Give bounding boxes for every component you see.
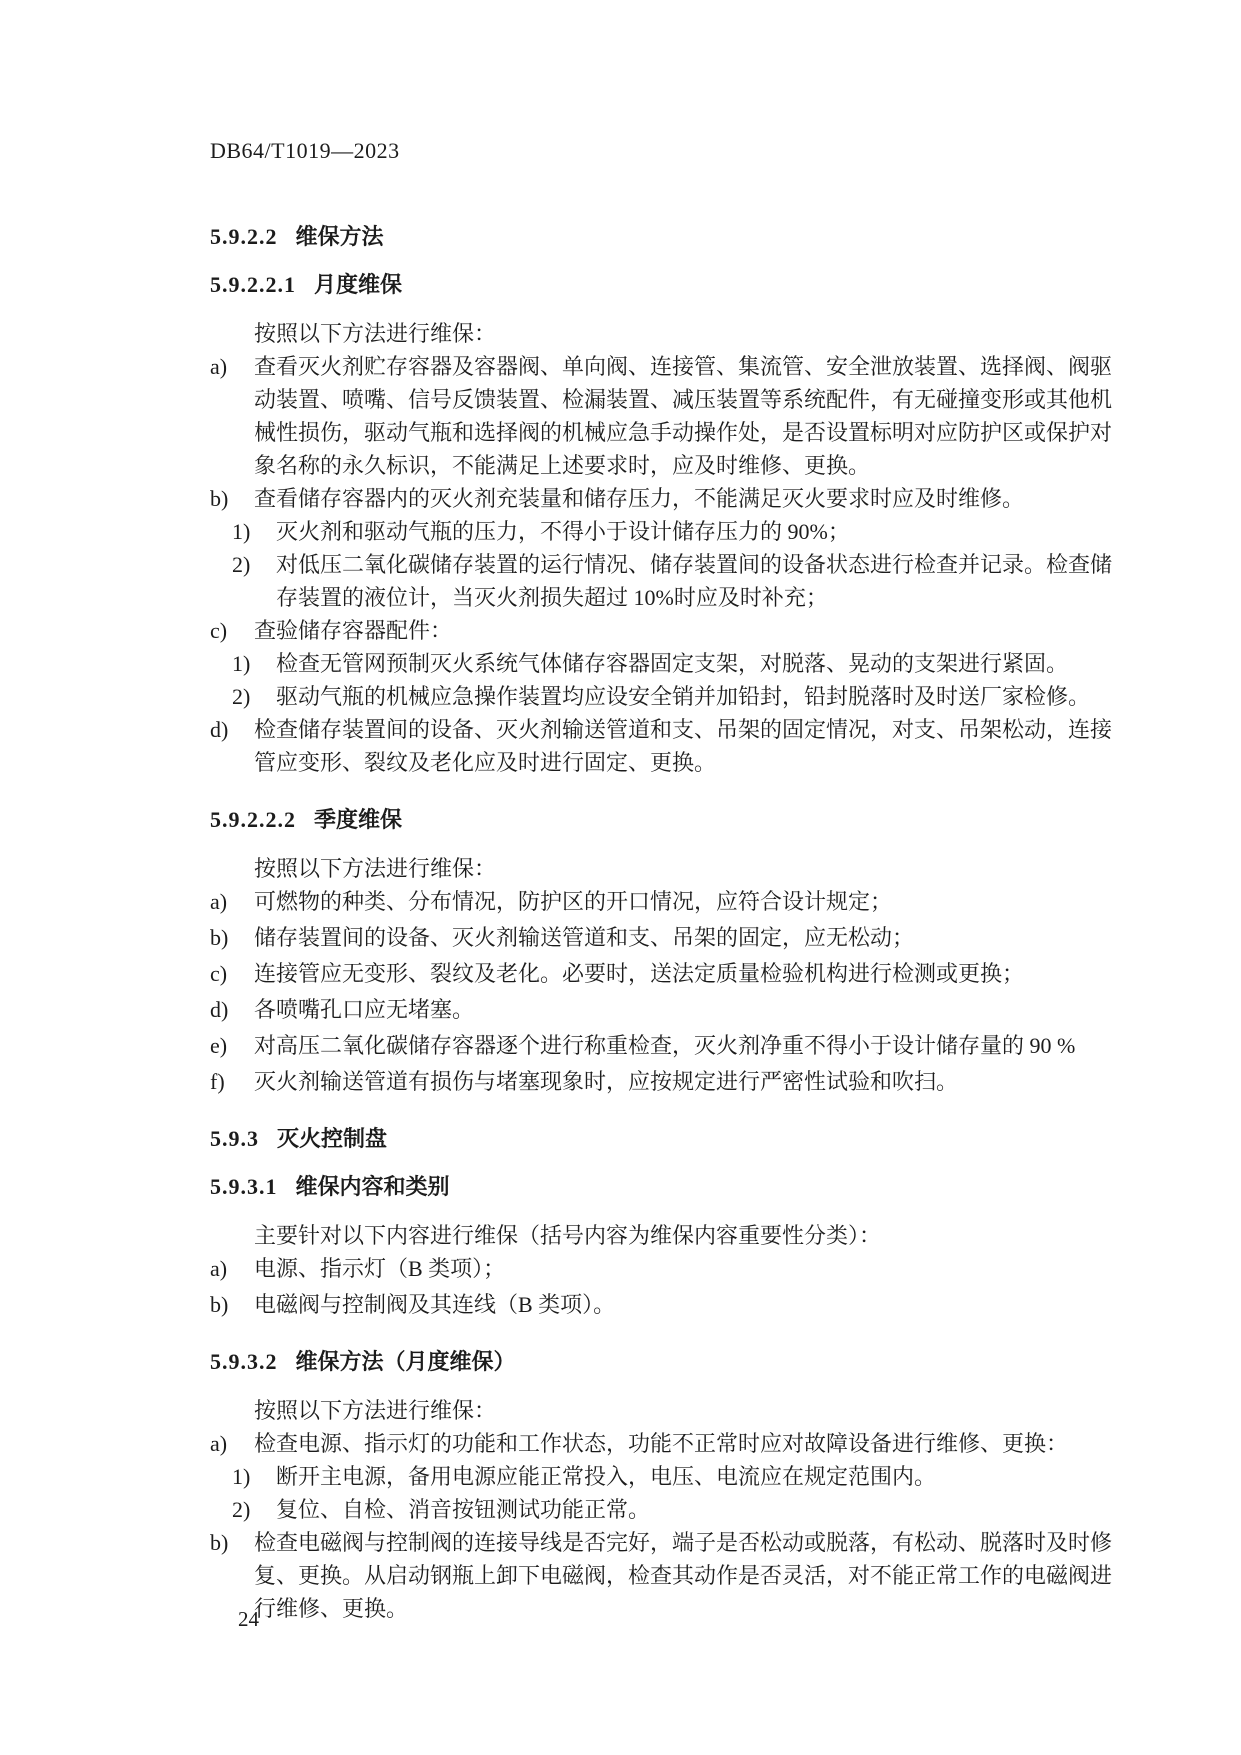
- list-item-text: 灭火剂输送管道有损伤与堵塞现象时，应按规定进行严密性试验和吹扫。: [254, 1069, 959, 1094]
- list-item-label: b): [210, 1292, 229, 1317]
- sub-item-text: 灭火剂和驱动气瓶的压力，不得小于设计储存压力的 90%；: [276, 519, 850, 544]
- heading-number: 5.9.3.2: [210, 1349, 278, 1374]
- section-heading-5-9-2-2: [210, 220, 1116, 253]
- heading-title: 维保方法（月度维保）: [295, 1349, 516, 1374]
- list-item-b: [210, 1526, 1116, 1625]
- list-item-text: 查验储存容器配件：: [254, 618, 453, 643]
- list-item-b: [210, 482, 1116, 515]
- sub-item-label: 1): [232, 519, 251, 544]
- list-item-text: 可燃物的种类、分布情况，防护区的开口情况，应符合设计规定；: [254, 889, 893, 914]
- sub-list-item-1: [210, 647, 1116, 680]
- sub-item-text: 对低压二氧化碳储存装置的运行情况、储存装置间的设备状态进行检查并记录。检查储存装置的液位计，当灭火剂损失超过 10%时应及时补充；: [276, 552, 1113, 610]
- sub-item-label: 2): [232, 552, 251, 577]
- list-item-d: [210, 713, 1116, 779]
- list-item-text: 检查电磁阀与控制阀的连接导线是否完好，端子是否松动或脱落，有松动、脱落时及时修复、更换。从启动钢瓶上卸下电磁阀，检查其动作是否灵活，对不能正常工作的电磁阀进行维修、更换。: [254, 1530, 1113, 1621]
- sub-list-item-1: [210, 1460, 1116, 1493]
- sub-item-text: 复位、自检、消音按钮测试功能正常。: [276, 1497, 651, 1522]
- heading-number: 5.9.2.2: [210, 224, 278, 249]
- sub-item-label: 1): [232, 651, 251, 676]
- section-heading-5-9-2-2-2: [210, 803, 1116, 836]
- document-page: [210, 138, 1116, 1625]
- sub-item-label: 1): [232, 1464, 251, 1489]
- sub-item-text: 检查无管网预制灭火系统气体储存容器固定支架，对脱落、晃动的支架进行紧固。: [276, 651, 1069, 676]
- list-item-b: [210, 921, 1116, 954]
- intro-paragraph: 按照以下方法进行维保：: [254, 321, 497, 346]
- list-item-label: f): [210, 1069, 225, 1094]
- list-item-text: 储存装置间的设备、灭火剂输送管道和支、吊架的固定，应无松动；: [254, 925, 915, 950]
- sub-item-label: 2): [232, 1497, 251, 1522]
- list-item-label: d): [210, 997, 229, 1022]
- section-heading-5-9-2-2-1: [210, 268, 1116, 301]
- heading-number: 5.9.2.2.1: [210, 272, 296, 297]
- intro-paragraph: 按照以下方法进行维保：: [254, 856, 497, 881]
- heading-title: 维保方法: [295, 224, 384, 249]
- list-item-label: e): [210, 1033, 228, 1058]
- list-item-label: a): [210, 1431, 228, 1456]
- list-item-label: c): [210, 618, 228, 643]
- list-item-label: d): [210, 717, 229, 742]
- list-item-label: b): [210, 1530, 229, 1555]
- sub-list-item-2: [210, 680, 1116, 713]
- list-item-b: [210, 1288, 1116, 1321]
- sub-list-item-1: [210, 515, 1116, 548]
- list-item-label: b): [210, 925, 229, 950]
- sub-item-label: 2): [232, 684, 251, 709]
- sub-item-text: 驱动气瓶的机械应急操作装置均应设安全销并加铅封，铅封脱落时及时送厂家检修。: [276, 684, 1091, 709]
- list-item-text: 连接管应无变形、裂纹及老化。必要时，送法定质量检验机构进行检测或更换；: [254, 961, 1025, 986]
- list-item-text: 检查电源、指示灯的功能和工作状态，功能不正常时应对故障设备进行维修、更换：: [254, 1431, 1069, 1456]
- list-item-c: [210, 614, 1116, 647]
- list-item-label: a): [210, 354, 228, 379]
- heading-title: 灭火控制盘: [277, 1126, 388, 1151]
- list-item-f: [210, 1065, 1116, 1098]
- list-item-text: 电磁阀与控制阀及其连线（B 类项）。: [254, 1292, 616, 1317]
- heading-number: 5.9.3: [210, 1126, 259, 1151]
- intro-paragraph: 主要针对以下内容进行维保（括号内容为维保内容重要性分类）：: [254, 1223, 882, 1248]
- list-item-a: [210, 1427, 1116, 1460]
- page-header-doc-code: DB64/T1019—2023: [210, 138, 400, 163]
- list-item-text: 查看储存容器内的灭火剂充装量和储存压力，不能满足灭火要求时应及时维修。: [254, 486, 1025, 511]
- list-item-text: 检查储存装置间的设备、灭火剂输送管道和支、吊架的固定情况，对支、吊架松动，连接管应变形、裂纹及老化应及时进行固定、更换。: [254, 717, 1113, 775]
- heading-title: 维保内容和类别: [295, 1174, 450, 1199]
- section-heading-5-9-3-1: [210, 1170, 1116, 1203]
- list-item-a: [210, 350, 1116, 482]
- list-item-d: [210, 993, 1116, 1026]
- heading-title: 月度维保: [314, 272, 403, 297]
- list-item-e: [210, 1029, 1116, 1062]
- heading-number: 5.9.2.2.2: [210, 807, 296, 832]
- list-item-text: 对高压二氧化碳储存容器逐个进行称重检查，灭火剂净重不得小于设计储存量的 90 %: [254, 1033, 1076, 1058]
- list-item-label: a): [210, 889, 228, 914]
- list-item-text: 电源、指示灯（B 类项）；: [254, 1256, 506, 1281]
- heading-number: 5.9.3.1: [210, 1174, 278, 1199]
- list-item-label: c): [210, 961, 228, 986]
- section-heading-5-9-3: [210, 1122, 1116, 1155]
- list-item-a: [210, 1252, 1116, 1285]
- list-item-text: 查看灭火剂贮存容器及容器阀、单向阀、连接管、集流管、安全泄放装置、选择阀、阀驱动装置、喷嘴、信号反馈装置、检漏装置、减压装置等系统配件，有无碰撞变形或其他机械性损伤，驱动气瓶和选择阀的机械应急手动操作处，是否设置标明对应防护区或保护对象名称的永久标识，不能满足上述要求时，应及时维修、更换。: [254, 354, 1113, 478]
- list-item-text: 各喷嘴孔口应无堵塞。: [254, 997, 475, 1022]
- sub-item-text: 断开主电源，备用电源应能正常投入，电压、电流应在规定范围内。: [276, 1464, 937, 1489]
- heading-title: 季度维保: [314, 807, 403, 832]
- list-item-c: [210, 957, 1116, 990]
- sub-list-item-2: [210, 1493, 1116, 1526]
- intro-paragraph: 按照以下方法进行维保：: [254, 1398, 497, 1423]
- list-item-a: [210, 885, 1116, 918]
- list-item-label: a): [210, 1256, 228, 1281]
- list-item-label: b): [210, 486, 229, 511]
- sub-list-item-2: [210, 548, 1116, 614]
- section-heading-5-9-3-2: [210, 1345, 1116, 1378]
- page-number: 24: [238, 1607, 259, 1631]
